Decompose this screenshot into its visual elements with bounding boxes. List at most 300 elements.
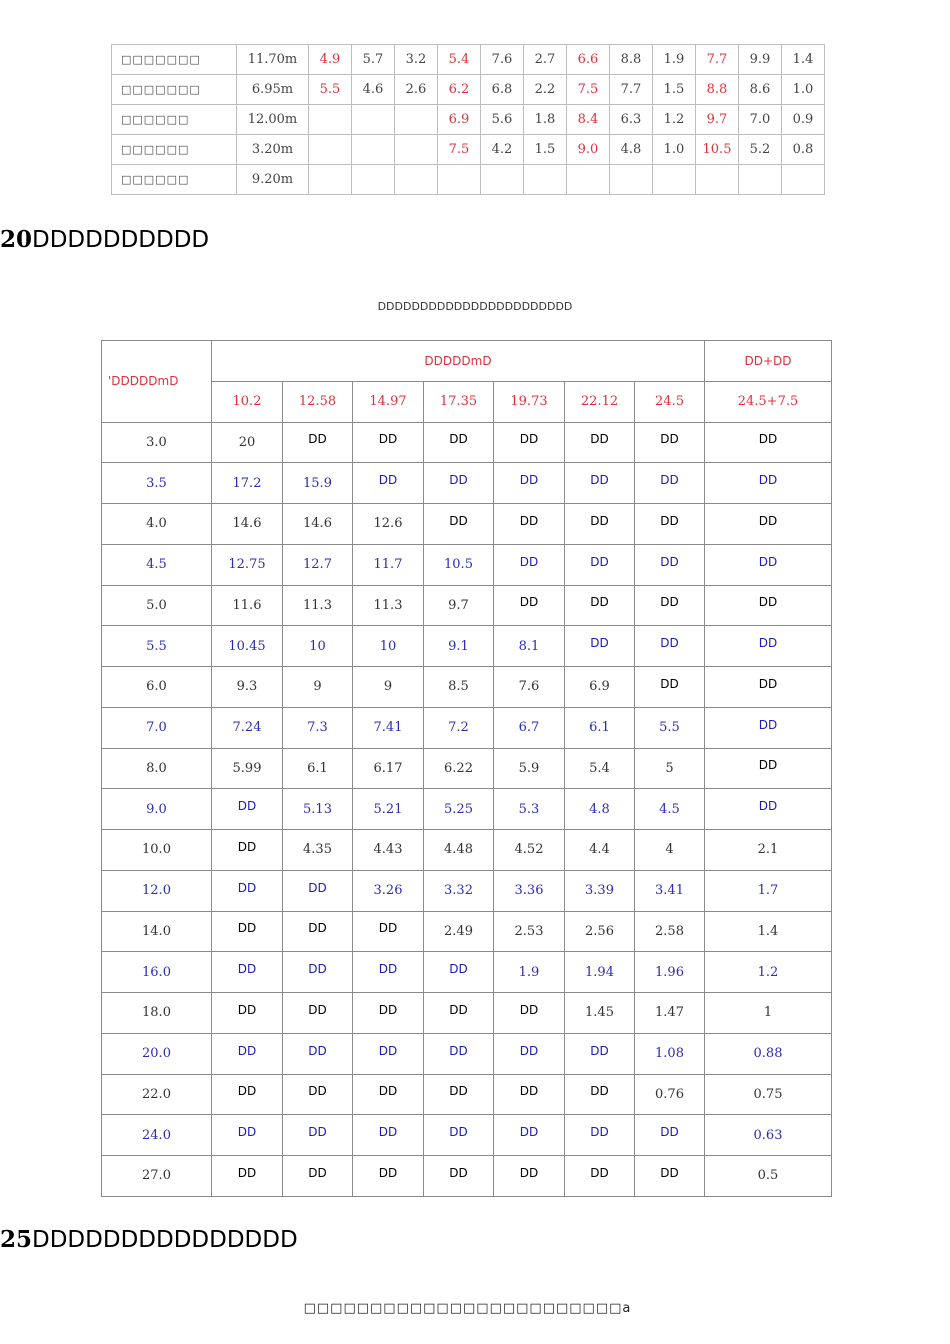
value-cell: 1.2 [653,105,696,135]
value-cell [352,105,395,135]
top-table-row [112,165,825,195]
load-cell [705,463,832,504]
item-length-cell: 6.95m [237,75,309,105]
load-cell [353,1115,424,1156]
radius-cell: 22.0 [102,1074,212,1115]
boom-length-cell: 10.2 [212,381,283,422]
load-cell-text: DD [237,880,257,895]
load-cell: 5.13 [283,789,353,830]
boom-length-cell: 24.5 [635,381,705,422]
load-cell [565,422,635,463]
value-cell: 6.6 [567,45,610,75]
load-cell [705,789,832,830]
load-cell: 2.53 [494,911,565,952]
load-cell [353,1033,424,1074]
load-cell-text: DD [519,473,539,488]
item-name-cell: □□□□□□ [112,105,237,135]
load-cell: 3.41 [635,870,705,911]
value-cell: 6.9 [438,105,481,135]
load-cell-text: DD [660,432,679,447]
load-cell [494,422,565,463]
value-cell: 1.5 [653,75,696,105]
load-cell-text: DD [590,554,609,569]
load-cell: 10 [283,626,353,667]
load-cell: 1.9 [494,952,565,993]
load-cell-text: DD [378,1084,398,1099]
value-cell: 1.4 [782,45,825,75]
value-cell [352,135,395,165]
load-cell [424,1033,494,1074]
load-cell: 4.4 [565,830,635,871]
load-cell: 4.48 [424,830,494,871]
load-cell: 1.2 [705,952,832,993]
load-cell [212,830,283,871]
load-cell [424,1156,494,1197]
load-cell [424,463,494,504]
load-cell [424,952,494,993]
section-heading-25 [0,1226,298,1253]
load-cell [705,544,832,585]
value-cell: 1.0 [782,75,825,105]
load-cell: 12.75 [212,544,283,585]
load-cell: 4.8 [565,789,635,830]
load-cell: 0.5 [705,1156,832,1197]
load-cell: 1.45 [565,993,635,1034]
load-cell: 2.56 [565,911,635,952]
load-cell: 20 [212,422,283,463]
load-cell: 3.39 [565,870,635,911]
load-cell-text: DD [519,1002,539,1017]
value-cell: 9.9 [739,45,782,75]
load-cell: 1.7 [705,870,832,911]
load-cell-text: DD [590,513,609,528]
load-cell: 5 [635,748,705,789]
load-cell: 7.3 [283,707,353,748]
load-cell-text: DD [308,432,327,447]
load-cell-text: DD [237,839,257,854]
load-cell [494,504,565,545]
load-cell: 7.2 [424,707,494,748]
load-cell [424,1115,494,1156]
value-cell: 6.8 [481,75,524,105]
load-cell [565,1074,635,1115]
load-cell [424,504,494,545]
load-cell: 6.1 [283,748,353,789]
value-cell [481,165,524,195]
load-cell-text: DD [449,513,468,528]
radius-cell: 18.0 [102,993,212,1034]
load-cell [565,585,635,626]
load-cell: 1.96 [635,952,705,993]
value-cell: 4.6 [352,75,395,105]
load-chart-table [101,340,832,1197]
value-cell [309,105,352,135]
item-name-cell: □□□□□□ [112,165,237,195]
radius-cell: 4.0 [102,504,212,545]
table-row [102,993,832,1034]
load-cell-text: DD [758,799,778,814]
table-row [102,544,832,585]
value-cell: 9.0 [567,135,610,165]
load-cell [494,585,565,626]
load-cell-text: DD [449,1043,468,1058]
load-cell: 1.4 [705,911,832,952]
value-cell: 6.2 [438,75,481,105]
radius-cell: 7.0 [102,707,212,748]
table-row [102,707,832,748]
load-cell-text: DD [660,1125,679,1140]
value-cell: 9.7 [696,105,739,135]
load-cell [494,1074,565,1115]
load-cell-text: DD [660,473,679,488]
table-row [102,830,832,871]
table-row [102,748,832,789]
load-cell-text: DD [237,921,257,936]
load-cell: 5.3 [494,789,565,830]
load-cell-text: DD [758,473,778,488]
load-cell [705,422,832,463]
value-cell: 5.5 [309,75,352,105]
load-cell [353,911,424,952]
load-cell [565,626,635,667]
load-cell: 4.35 [283,830,353,871]
boom-length-header: DDDDDmD [212,341,705,382]
load-cell: 2.1 [705,830,832,871]
load-cell [705,667,832,708]
item-length-cell: 12.00m [237,105,309,135]
load-cell-text: DD [237,1002,257,1017]
value-cell: 1.8 [524,105,567,135]
load-cell: 1.94 [565,952,635,993]
boom-length-cell: 12.58 [283,381,353,422]
value-cell [309,135,352,165]
radius-cell: 3.5 [102,463,212,504]
boom-length-cell: 17.35 [424,381,494,422]
load-cell-text: DD [758,636,778,651]
value-cell: 1.0 [653,135,696,165]
load-cell-text: DD [758,758,778,773]
load-cell-text: DD [449,1084,468,1099]
load-cell-text: DD [590,1084,609,1099]
extra-boom-header: DD+DD [705,341,832,382]
value-cell: 7.7 [610,75,653,105]
load-cell: 9 [353,667,424,708]
item-name-cell: □□□□□□□ [112,45,237,75]
value-cell: 1.5 [524,135,567,165]
load-cell-text: DD [378,1043,398,1058]
load-cell: 4.5 [635,789,705,830]
load-cell [212,911,283,952]
load-cell-text: DD [449,473,468,488]
load-cell-text: DD [519,595,539,610]
table-row [102,1115,832,1156]
load-cell [635,1156,705,1197]
radius-cell: 12.0 [102,870,212,911]
top-spec-table [111,44,825,195]
load-cell-text: DD [758,717,778,732]
table-row [102,1074,832,1115]
item-length-cell: 3.20m [237,135,309,165]
load-cell: 5.25 [424,789,494,830]
load-cell [565,463,635,504]
value-cell [524,165,567,195]
value-cell: 8.4 [567,105,610,135]
load-cell: 7.6 [494,667,565,708]
value-cell: 0.8 [782,135,825,165]
table-row [102,952,832,993]
load-cell: 15.9 [283,463,353,504]
heading-number: 20 [0,226,33,253]
load-cell: 7.24 [212,707,283,748]
radius-cell: 8.0 [102,748,212,789]
load-cell [283,1156,353,1197]
radius-cell: 16.0 [102,952,212,993]
value-cell: 7.0 [739,105,782,135]
load-cell-text: DD [590,595,609,610]
radius-cell: 24.0 [102,1115,212,1156]
load-cell [565,544,635,585]
load-cell [212,1115,283,1156]
value-cell [567,165,610,195]
load-cell [212,1156,283,1197]
load-cell [494,1033,565,1074]
load-cell-text: DD [308,1002,327,1017]
load-cell-text: DD [449,432,468,447]
value-cell [395,165,438,195]
load-cell: 5.21 [353,789,424,830]
load-cell-text: DD [758,432,778,447]
value-cell: 4.9 [309,45,352,75]
load-cell-text: DD [449,1002,468,1017]
value-cell [696,165,739,195]
load-cell [353,1156,424,1197]
load-cell-text: DD [758,554,778,569]
load-cell [494,993,565,1034]
heading-text: DDDDDDDDDDDDDDD [32,1227,298,1253]
load-cell-text: DD [660,636,679,651]
extra-length-cell: 24.5+7.5 [705,381,832,422]
load-cell-text: DD [308,1084,327,1099]
load-cell: 12.6 [353,504,424,545]
radius-cell: 14.0 [102,911,212,952]
load-cell-text: DD [449,1125,468,1140]
load-cell: 10.5 [424,544,494,585]
load-cell: 8.5 [424,667,494,708]
load-cell [212,789,283,830]
value-cell [395,135,438,165]
load-cell [283,1033,353,1074]
value-cell [782,165,825,195]
load-cell: 11.3 [353,585,424,626]
load-cell: 2.49 [424,911,494,952]
load-cell: 9.3 [212,667,283,708]
radius-cell: 27.0 [102,1156,212,1197]
load-cell: 0.75 [705,1074,832,1115]
load-cell: 5.4 [565,748,635,789]
table-caption: DDDDDDDDDDDDDDDDDDDDDDD [377,300,573,313]
load-cell-text: DD [378,962,398,977]
table-row [102,911,832,952]
item-length-cell: 11.70m [237,45,309,75]
load-cell: 4 [635,830,705,871]
table-row [102,626,832,667]
load-cell-text: DD [758,595,778,610]
load-cell: 5.99 [212,748,283,789]
value-cell [352,165,395,195]
load-cell: 9.1 [424,626,494,667]
load-cell-text: DD [519,1084,539,1099]
value-cell: 5.6 [481,105,524,135]
load-cell: 6.9 [565,667,635,708]
value-cell: 4.2 [481,135,524,165]
value-cell: 5.7 [352,45,395,75]
load-cell-text: DD [660,1165,679,1180]
load-cell [353,1074,424,1115]
load-cell [565,1033,635,1074]
load-cell-text: DD [519,432,539,447]
load-cell-text: DD [758,513,778,528]
section-heading-20 [0,226,209,253]
load-cell [424,422,494,463]
value-cell [610,165,653,195]
load-cell-text: DD [758,676,778,691]
table-row [102,463,832,504]
load-cell-text: DD [378,1125,398,1140]
load-cell [635,1115,705,1156]
load-cell-text: DD [590,432,609,447]
load-cell [283,911,353,952]
load-cell [212,870,283,911]
table-row [102,422,832,463]
load-cell [283,422,353,463]
value-cell: 7.6 [481,45,524,75]
boom-length-cell: 19.73 [494,381,565,422]
load-cell [283,1074,353,1115]
load-cell-text: DD [378,432,398,447]
load-cell: 2.58 [635,911,705,952]
table-row [102,667,832,708]
load-cell: 8.1 [494,626,565,667]
load-cell: 9.7 [424,585,494,626]
heading-text: DDDDDDDDDD [32,227,210,253]
load-cell [283,993,353,1034]
load-cell: 0.88 [705,1033,832,1074]
load-cell-text: DD [237,962,257,977]
item-name-cell: □□□□□□□ [112,75,237,105]
load-cell [353,463,424,504]
load-cell-text: DD [449,1165,468,1180]
load-cell [494,544,565,585]
load-cell [635,626,705,667]
load-cell-text: DD [519,554,539,569]
top-table-row [112,135,825,165]
load-cell: 1 [705,993,832,1034]
load-cell-text: DD [378,1165,398,1180]
value-cell: 6.3 [610,105,653,135]
load-cell: 11.3 [283,585,353,626]
radius-cell: 5.0 [102,585,212,626]
load-cell-text: DD [308,880,327,895]
load-cell [705,504,832,545]
load-cell [635,667,705,708]
load-cell: 4.43 [353,830,424,871]
radius-header: 'DDDDDmD [102,341,212,423]
load-cell: 10.45 [212,626,283,667]
load-cell [494,1156,565,1197]
load-cell: 3.32 [424,870,494,911]
load-cell: 6.17 [353,748,424,789]
load-cell-text: DD [308,962,327,977]
load-cell [705,748,832,789]
load-cell: 14.6 [212,504,283,545]
top-table-row [112,105,825,135]
table-row [102,585,832,626]
top-table-row [112,75,825,105]
load-cell [353,422,424,463]
load-cell: 11.7 [353,544,424,585]
load-cell: 3.36 [494,870,565,911]
table-row [102,870,832,911]
load-cell [635,422,705,463]
value-cell: 1.9 [653,45,696,75]
value-cell [739,165,782,195]
load-cell [424,1074,494,1115]
load-cell [565,1156,635,1197]
page-footer: □□□□□□□□□□□□□□□□□□□□□□□□a [303,1301,632,1316]
heading-number: 25 [0,1226,33,1253]
value-cell: 8.6 [739,75,782,105]
load-cell [494,1115,565,1156]
load-cell [705,707,832,748]
value-cell: 8.8 [696,75,739,105]
load-cell-text: DD [378,473,398,488]
table-row [102,1033,832,1074]
load-cell [353,952,424,993]
load-cell-text: DD [660,554,679,569]
load-cell: 0.76 [635,1074,705,1115]
item-length-cell: 9.20m [237,165,309,195]
boom-length-cell: 22.12 [565,381,635,422]
load-cell-text: DD [519,1043,539,1058]
load-cell [283,870,353,911]
load-cell-text: DD [308,1043,327,1058]
load-cell [635,544,705,585]
load-cell-text: DD [237,1084,257,1099]
load-cell: 7.41 [353,707,424,748]
value-cell: 7.7 [696,45,739,75]
load-cell-text: DD [590,473,609,488]
value-cell: 5.2 [739,135,782,165]
boom-length-cell: 14.97 [353,381,424,422]
load-cell [705,585,832,626]
load-cell [212,993,283,1034]
load-cell [635,585,705,626]
value-cell: 7.5 [438,135,481,165]
load-cell [353,993,424,1034]
radius-cell: 6.0 [102,667,212,708]
load-cell-text: DD [237,1125,257,1140]
load-cell-text: DD [308,1125,327,1140]
value-cell: 2.7 [524,45,567,75]
radius-cell: 10.0 [102,830,212,871]
load-cell: 5.5 [635,707,705,748]
load-cell: 12.7 [283,544,353,585]
load-cell: 4.52 [494,830,565,871]
value-cell: 5.4 [438,45,481,75]
load-cell: 6.1 [565,707,635,748]
load-cell: 3.26 [353,870,424,911]
load-cell: 1.47 [635,993,705,1034]
